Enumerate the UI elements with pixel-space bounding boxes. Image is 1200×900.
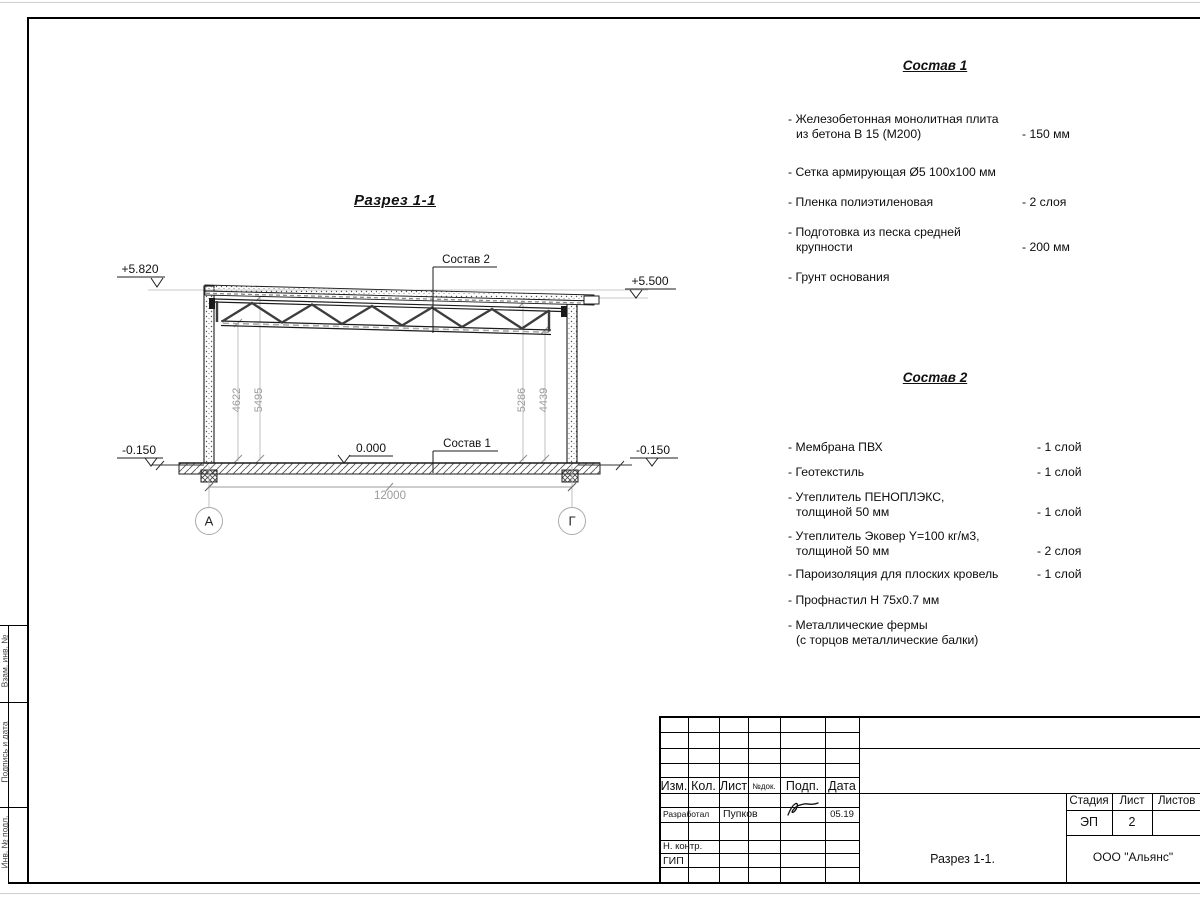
truss-bearing-right <box>561 306 567 317</box>
sostav1-list <box>788 112 1098 292</box>
titleblock-line <box>660 853 859 854</box>
material-amount: - 2 слоя <box>1022 195 1067 209</box>
titleblock-line <box>660 748 1200 749</box>
material-item: - Утеплитель ПЕНОПЛЭКС, толщиной 50 мм - 1 слой <box>788 490 1082 519</box>
material-amount: - 1 слой <box>1037 465 1082 479</box>
titleblock-line <box>719 716 720 882</box>
material-amount: - 1 слой <box>1037 567 1082 581</box>
tb-col-kol: Кол. <box>691 779 716 793</box>
tb-list-label: Лист <box>1119 795 1145 807</box>
wall-right <box>567 304 577 463</box>
wall-left <box>204 286 214 463</box>
dim-5495: 5495 <box>253 387 265 413</box>
material-item: - Пароизоляция для плоских кровель - 1 слой <box>788 567 1082 581</box>
truss-bottom-chord <box>221 321 551 335</box>
dim-5286: 5286 <box>516 387 528 413</box>
tb-razrabotal-date: 05.19 <box>830 809 854 820</box>
sostav2-title: Состав 2 <box>902 370 968 385</box>
titleblock-line <box>859 716 860 882</box>
material-amount: - 2 слоя <box>1037 543 1082 558</box>
material-item: - Мембрана ПВХ - 1 слой <box>788 440 1082 454</box>
level-top-left: +5.820 <box>121 262 159 276</box>
dim-span-text: 12000 <box>374 490 406 502</box>
tb-company: ООО "Альянс" <box>1092 850 1174 864</box>
callout-sostav2-label: Состав 2 <box>442 254 490 266</box>
floor-slab <box>179 463 600 474</box>
side-label-inv-podl: Инв. № подл. <box>0 815 10 869</box>
tb-list-value: 2 <box>1128 815 1136 829</box>
tb-col-data: Дата <box>828 779 856 793</box>
titleblock-line <box>660 793 1200 794</box>
titleblock-line <box>660 822 859 823</box>
titleblock-line <box>825 716 826 882</box>
sostav2-list <box>788 440 1118 650</box>
titleblock-line <box>660 807 859 808</box>
titleblock-line <box>660 777 859 778</box>
titleblock-line <box>780 716 781 882</box>
signature <box>784 799 822 820</box>
tb-col-ndok: №док. <box>752 782 776 791</box>
footing-right <box>562 470 578 482</box>
material-item: - Сетка армирующая Ø5 100х100 мм <box>788 165 996 179</box>
side-label-podpis-data: Подпись и дата <box>0 721 10 783</box>
material-item: - Пленка полиэтиленовая - 2 слоя <box>788 195 1067 209</box>
tb-nkontr: Н. контр. <box>663 841 703 852</box>
tb-listov-label: Листов <box>1158 795 1196 807</box>
tb-stadiya-label: Стадия <box>1069 795 1109 807</box>
material-item: - Железобетонная монолитная плита из бетона В 15 (М200) - 150 мм <box>788 112 1070 141</box>
tb-col-izm: Изм. <box>660 779 688 793</box>
titleblock-line <box>1066 835 1200 836</box>
material-amount: - 150 мм <box>1022 126 1070 141</box>
section-title: Разрез 1-1 <box>353 192 436 209</box>
titleblock-line <box>688 716 689 882</box>
titleblock-line <box>660 867 859 868</box>
level-top-right: +5.500 <box>631 274 669 288</box>
level-bottom-left: -0.150 <box>121 443 157 457</box>
material-item: - Профнастил Н 75х0.7 мм <box>788 593 940 607</box>
titleblock-line <box>1066 810 1200 811</box>
side-label-vzam-inv: Взам. инв. № <box>0 634 10 688</box>
material-amount: - 1 слой <box>1037 440 1082 454</box>
material-amount: - 200 мм <box>1022 239 1070 254</box>
titleblock-line <box>660 732 859 733</box>
material-item: - Грунт основания <box>788 270 890 284</box>
material-item: - Утеплитель Эковер Y=100 кг/м3, толщиной 50 мм - 2 слоя <box>788 529 1082 558</box>
level-zero: 0.000 <box>355 441 387 455</box>
material-item: - Металлические фермы (с торцов металлические балки) <box>788 618 979 647</box>
tb-col-list: Лист <box>719 779 748 793</box>
titleblock-line <box>1152 793 1153 835</box>
titleblock-line <box>659 716 1200 718</box>
tb-razrabotal-name: Пупков <box>723 808 758 820</box>
tb-razrabotal: Разработал <box>663 809 710 819</box>
material-item: - Подготовка из песка средней крупности - 200 мм <box>788 225 1070 254</box>
axis-letter-left: А <box>204 513 214 529</box>
tb-stadiya-value: ЭП <box>1080 815 1098 829</box>
titleblock-line <box>659 716 661 882</box>
tb-gip: ГИП <box>663 855 684 867</box>
roof-edge-cap <box>584 296 599 304</box>
truss-bearing-left <box>209 298 215 309</box>
dim-4622: 4622 <box>231 387 243 413</box>
tb-col-podp: Подп. <box>785 779 820 793</box>
titleblock-line <box>660 763 859 764</box>
titleblock-line <box>748 716 749 882</box>
material-item: - Геотекстиль - 1 слой <box>788 465 1082 479</box>
dim-4439: 4439 <box>538 387 550 413</box>
axis-letter-right: Г <box>568 513 576 529</box>
callout-sostav1-label: Состав 1 <box>443 438 491 450</box>
level-bottom-right: -0.150 <box>635 443 671 457</box>
material-amount: - 1 слой <box>1037 504 1082 519</box>
sostav1-title: Состав 1 <box>902 58 968 73</box>
tb-doc-title: Разрез 1-1. <box>930 852 995 866</box>
